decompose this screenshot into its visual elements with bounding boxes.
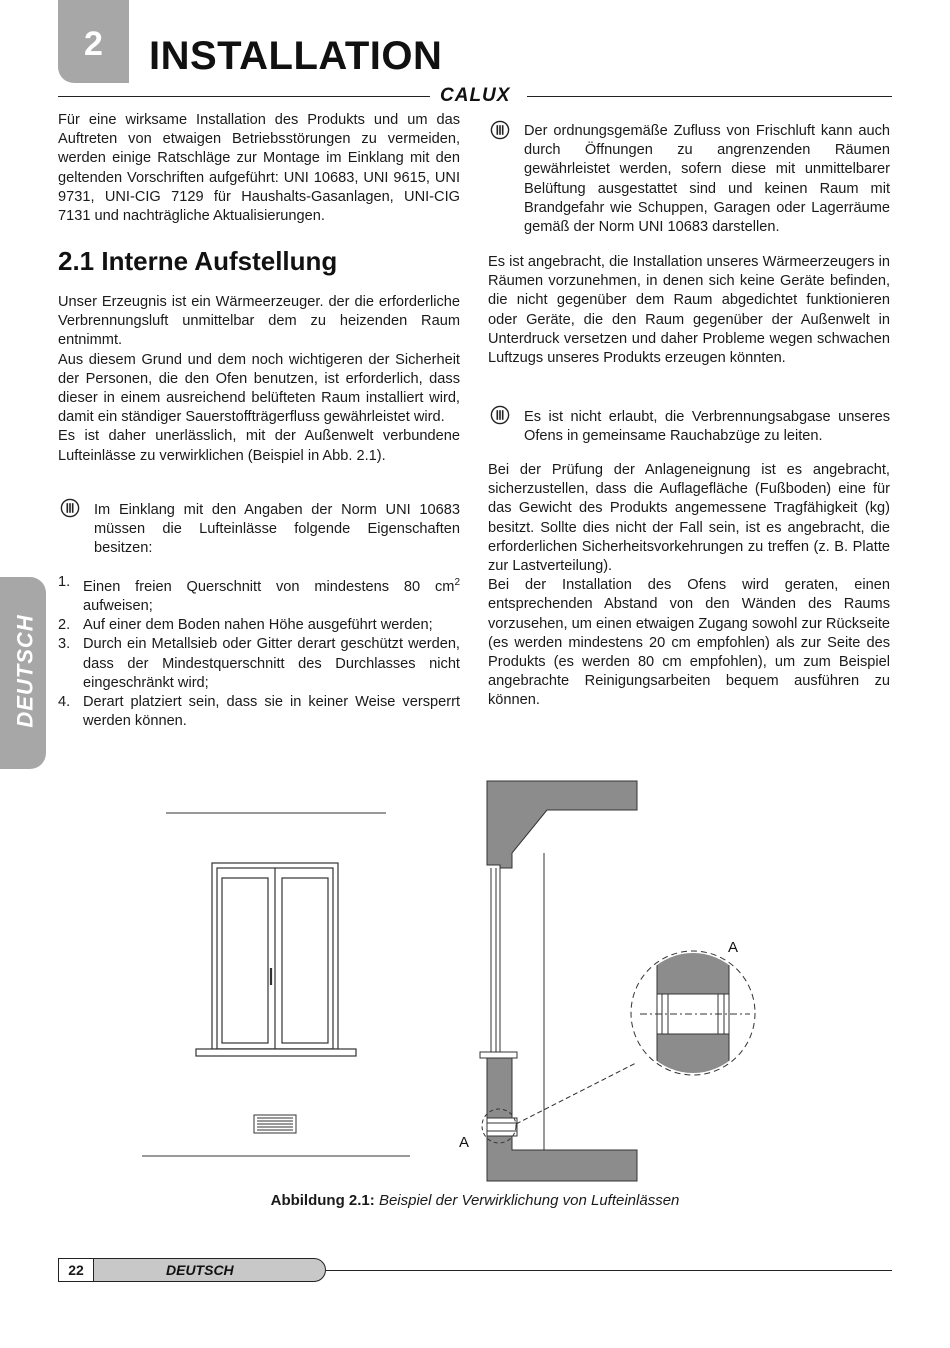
list-item (58, 635, 460, 693)
window-illustration (196, 863, 356, 1056)
info-icon (60, 498, 80, 518)
caption-text: Beispiel der Verwirklichung von Lufteinlässen (374, 1192, 680, 1209)
chapter-number: 2 (84, 25, 103, 63)
list-number: 3. (58, 636, 71, 653)
list-text: aufweisen; (83, 598, 153, 615)
list-number: 2. (58, 617, 71, 634)
info-icon (490, 405, 510, 425)
section-title: 2.1 Interne Aufstellung (58, 246, 338, 276)
footer-language: DEUTSCH (166, 1262, 234, 1278)
detail-bubble (631, 940, 755, 1090)
list-number: 1. (58, 574, 71, 590)
wall-section (480, 781, 637, 1181)
list-number: 4. (58, 694, 71, 711)
footer-rule (326, 1270, 892, 1271)
info-note: Es ist nicht erlaubt, die Verbrennungsabgase unseres Ofens in gemeinsame Rauchabzüge zu leiten. (524, 409, 890, 445)
page-number: 22 (58, 1258, 94, 1282)
paragraph: Bei der Installation des Ofens wird geraten, einen entsprechenden Abstand von den Wänden des Raums vorzusehen, um einen etwaigen Zugang sowohl zur Rückseite (es werden mindestens 20 cm empfohlen) als zur Seite des Produkts (es werden 80 cm empfohlen), um zum Beispiel angebrachte Reinigungsarbeiten bequem ausführen zu können. (488, 577, 890, 709)
paragraph: Es ist angebracht, die Installation unseres Wärmeerzeugers in Räumen vorzunehmen, in denen sich keine Geräte befinden, die nicht gegenüber dem Raum abgedichtet funktionieren oder Geräte, die den Raum gegenüber der Außenwelt in Unterdruck versetzen und daher Probleme wegen schwachen Luftzugs unseres Produkts erzeugen könnten. (488, 254, 890, 367)
section-body (58, 293, 460, 466)
info-icon (490, 120, 510, 140)
air-vent-grille (254, 1115, 296, 1133)
paragraph: Es ist daher unerlässlich, mit der Außenwelt verbundene Lufteinlässe zu verwirklichen (Beispiel in Abb. 2.1). (58, 428, 460, 464)
header-rule-left (58, 96, 430, 97)
intro-paragraph (58, 111, 460, 226)
info-note: Im Einklang mit den Angaben der Norm UNI 10683 müssen die Lufteinlässe folgende Eigenschaften besitzen: (94, 502, 460, 557)
header-rule-right (527, 96, 892, 97)
list-item (58, 693, 460, 731)
paragraph: Bei der Prüfung der Anlageneignung ist es angebracht, sicherzustellen, dass die Auflagefläche (Fußboden) eine für das Gewicht des Produkts angemessene Tragfähigkeit (kg) besitzt. Sollte dies nicht der Fall sein, ist es angebracht, die erforderlichen Sicherheitsvorkehrungen zu treffen (z. B. Platte zur Lastverteilung). (488, 462, 890, 575)
paragraph: Unser Erzeugnis ist ein Wärmeerzeuger. der die erforderliche Verbrennungsluft unmittelbar dem zu heizenden Raum entnimmt. (58, 294, 460, 349)
right-body (488, 461, 890, 711)
superscript: 2 (454, 577, 460, 588)
caption-label: Abbildung 2.1: (270, 1192, 375, 1209)
chapter-title: INSTALLATION (149, 34, 443, 78)
intro-text: Für eine wirksame Installation des Produkts und um das Auftreten von etwaigen Betriebsstörungen zu vermeiden, werden einige Ratschläge zur Montage im Einklang mit den geltenden Vorschriften aufgeführt: UNI 10683, UNI 9615, UNI 9731, UNI-CIG 7129 für Haushalts-Gasanlagen, UNI-CIG 7131 und nachträgliche Aktualisierungen. (58, 112, 460, 225)
figure-caption (0, 1192, 950, 1209)
list-text: Derart platziert sein, dass sie in keiner Weise versperrt werden können. (83, 694, 460, 730)
list-text: Auf einer dem Boden nahen Höhe ausgeführt werden; (83, 617, 433, 634)
detail-connector (516, 1063, 636, 1124)
language-side-label: DEUTSCH (12, 614, 38, 728)
info-note: Der ordnungsgemäße Zufluss von Frischluft kann auch durch Öffnungen zu angrenzenden Räumen gewährleistet werden, sofern diese mit unmittelbarer Belüftung ausgestattet sind und keinen Raum mit Brandgefahr wie Schuppen, Garagen oder Lagerräume gemäß der Norm UNI 10683 darstellen. (524, 123, 890, 236)
figure-air-inlet (0, 770, 950, 1190)
paragraph: Aus diesem Grund und dem noch wichtigeren der Sicherheit der Personen, die den Ofen benutzen, ist erforderlich, dass dieser in einem ausreichend belüfteten Raum installiert wird, damit ein ständiger Sauerstoffträgerfluss gewährleistet wird. (58, 351, 460, 426)
list-text: Einen freien Querschnitt von mindestens 80 cm (83, 578, 455, 595)
list-item (58, 573, 460, 616)
chapter-number-box (58, 0, 129, 83)
wall-label: A (459, 1134, 470, 1151)
list-item (58, 616, 460, 635)
requirements-list (58, 573, 460, 731)
detail-label: A (728, 939, 739, 956)
brand-logo: CALUX (440, 85, 511, 106)
list-text: Durch ein Metallsieb oder Gitter derart geschützt werden, dass der Mindestquerschnitt des Durchlasses nicht eingeschränkt wird; (83, 636, 460, 691)
